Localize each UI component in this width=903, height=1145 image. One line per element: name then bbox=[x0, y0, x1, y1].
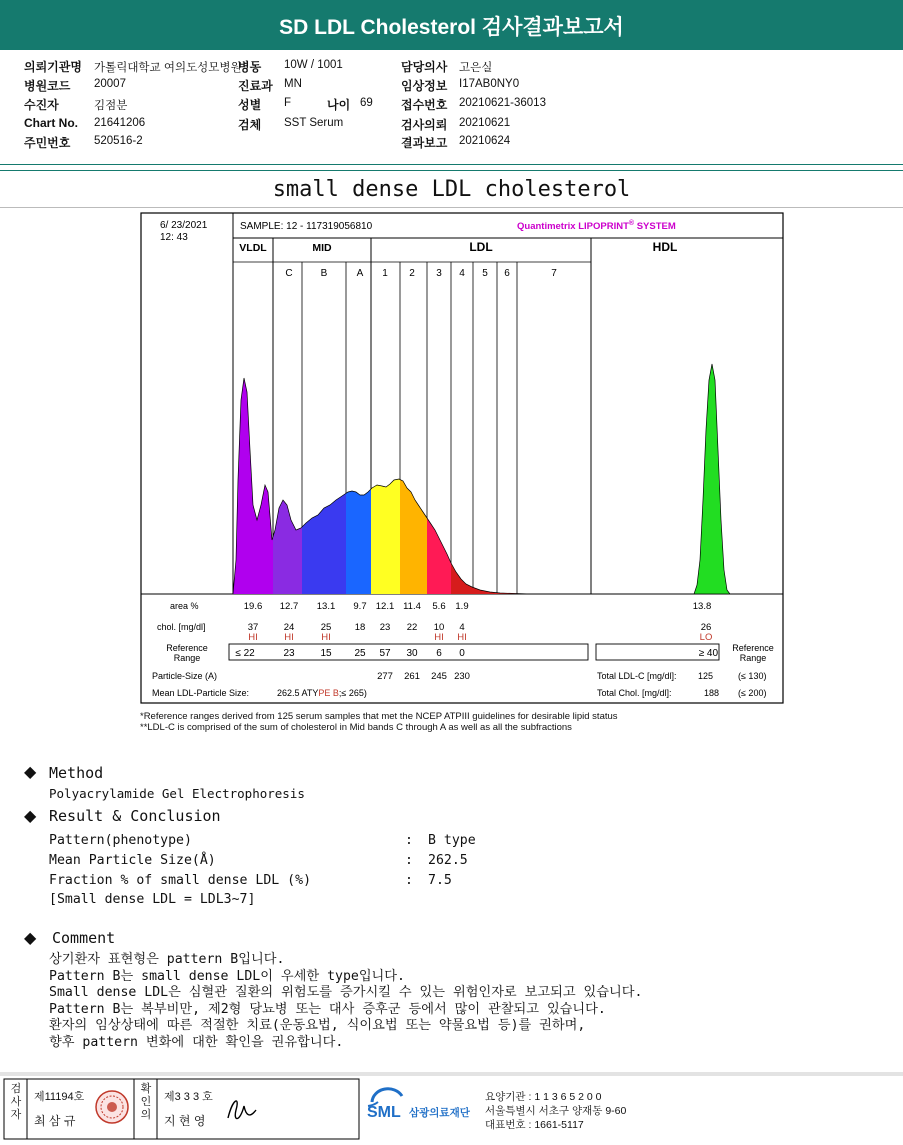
ref-value: 0 bbox=[459, 648, 465, 659]
band-label-c: C bbox=[285, 268, 293, 279]
area-value: 11.4 bbox=[403, 601, 421, 612]
flag-value: LO bbox=[699, 632, 713, 643]
result-heading: Result & Conclusion bbox=[49, 807, 221, 825]
flag-value: HI bbox=[284, 632, 294, 643]
flag-value: HI bbox=[434, 632, 444, 643]
ref-value: 25 bbox=[354, 648, 366, 659]
field-label: 수진자 bbox=[24, 98, 59, 112]
confirm-label: 확인의 bbox=[140, 1083, 152, 1121]
field-label: 검체 bbox=[238, 118, 262, 132]
note-1: *Reference ranges derived from 125 serum samples that met the NCEP ATPIII guidelines for desirable lipid status bbox=[140, 711, 618, 722]
ref-hdl: ≥ 40 bbox=[698, 648, 718, 659]
field-value: 10W / 1001 bbox=[284, 59, 343, 71]
field-value: 20210621-36013 bbox=[459, 97, 546, 109]
flag-value: HI bbox=[248, 632, 258, 643]
field-label: 나이 bbox=[327, 98, 351, 112]
confirm-no: 제3 3 3 호 bbox=[164, 1091, 213, 1103]
area-value: 9.7 bbox=[353, 601, 367, 612]
org-name: 삼광의료재단 bbox=[409, 1107, 470, 1119]
ref-label-1: Reference bbox=[166, 643, 208, 653]
header-divider-2 bbox=[0, 170, 903, 171]
band-label-6: 6 bbox=[504, 268, 510, 279]
group-mid: MID bbox=[312, 242, 332, 254]
band-label-3: 3 bbox=[436, 268, 442, 279]
brand-name: Quantimetrix LIPOPRINT® SYSTEM bbox=[517, 220, 676, 232]
flag-value: HI bbox=[457, 632, 467, 643]
ref-right-2: Range bbox=[739, 653, 767, 663]
comment-line: Pattern B는 small dense LDL이 우세한 type입니다. bbox=[49, 968, 405, 984]
field-label: 임상정보 bbox=[401, 79, 448, 93]
field-value: 고은실 bbox=[459, 62, 493, 74]
field-label: 검사의뢰 bbox=[401, 118, 448, 132]
chart-date: 6/ 23/2021 bbox=[160, 220, 208, 231]
comment-heading: Comment bbox=[52, 929, 116, 947]
total-chol-value: 188 bbox=[704, 688, 720, 698]
field-value: MN bbox=[284, 78, 302, 90]
section-title: small dense LDL cholesterol bbox=[272, 177, 631, 202]
field-value: SST Serum bbox=[284, 117, 344, 129]
seal-icon bbox=[96, 1091, 128, 1123]
comment-line: Small dense LDL은 심혈관 질환의 위험도를 증가시킬 수 있는 위험인자로 보고되고 있습니다. bbox=[49, 985, 643, 1001]
psize-value: 261 bbox=[404, 671, 420, 682]
confirm-name: 지 현 영 bbox=[164, 1114, 206, 1128]
diamond-bullet-icon: ◆ bbox=[24, 928, 37, 947]
ref-value: 57 bbox=[379, 648, 391, 659]
flag-value: HI bbox=[321, 632, 331, 643]
field-label: 결과보고 bbox=[401, 136, 448, 150]
field-value: 김점분 bbox=[94, 100, 128, 112]
result-value: 7.5 bbox=[428, 873, 452, 888]
ref-value: 6 bbox=[436, 648, 442, 659]
total-ldl-label: Total LDL-C [mg/dl]: bbox=[597, 671, 677, 681]
chol-value: 22 bbox=[406, 622, 418, 633]
chol-value: 18 bbox=[354, 622, 366, 633]
field-label: 진료과 bbox=[238, 79, 273, 93]
field-label: 주민번호 bbox=[24, 136, 71, 150]
footer bbox=[0, 1076, 903, 1145]
result-colon: : bbox=[405, 833, 413, 848]
comment-line: 환자의 임상상태에 따른 적절한 치료(운동요법, 식이요법 또는 약물요법 등)를 권하며, bbox=[49, 1018, 586, 1034]
inspector-label: 검사자 bbox=[10, 1083, 22, 1121]
report-title: SD LDL Cholesterol 검사결과보고서 bbox=[279, 16, 624, 39]
area-value: 12.1 bbox=[375, 601, 395, 612]
psize-value: 230 bbox=[454, 671, 470, 682]
method-heading: Method bbox=[49, 764, 104, 782]
field-value: 20210624 bbox=[459, 135, 511, 147]
ref-value: 23 bbox=[283, 648, 295, 659]
group-vldl: VLDL bbox=[239, 242, 267, 254]
comment-line: Pattern B는 복부비만, 제2형 당뇨병 또는 대사 증후군 등에서 많이 관찰되고 있습니다. bbox=[49, 1001, 606, 1017]
field-label: Chart No. bbox=[24, 116, 78, 130]
total-ldl-range: (≤ 130) bbox=[738, 671, 767, 681]
field-label: 의뢰기관명 bbox=[24, 60, 82, 74]
lipoprint-chart bbox=[140, 212, 784, 704]
ref-value: ≤ 22 bbox=[235, 648, 255, 659]
field-value: 20007 bbox=[94, 78, 126, 90]
diamond-bullet-icon: ◆ bbox=[24, 806, 37, 825]
band-label-b: B bbox=[320, 268, 328, 279]
header-divider bbox=[0, 164, 903, 165]
mean-label: Mean LDL-Particle Size: bbox=[152, 688, 250, 698]
result-label: Mean Particle Size(Å) bbox=[49, 853, 216, 868]
chol-value: 37 bbox=[247, 622, 259, 633]
logo-text: SML bbox=[367, 1104, 401, 1121]
result-value: 262.5 bbox=[428, 853, 468, 868]
chol-value: 10 bbox=[433, 622, 445, 633]
field-value: 69 bbox=[360, 97, 373, 109]
total-chol-range: (≤ 200) bbox=[738, 688, 767, 698]
psize-value: 277 bbox=[377, 671, 393, 682]
field-value: 20210621 bbox=[459, 117, 511, 129]
chol-value: 26 bbox=[700, 622, 712, 633]
result-label: Fraction % of small dense LDL (%) bbox=[49, 873, 312, 888]
field-label: 담당의사 bbox=[401, 60, 448, 74]
band-label-4: 4 bbox=[459, 268, 465, 279]
field-value: 21641206 bbox=[94, 117, 146, 129]
field-label: 병동 bbox=[238, 60, 262, 74]
group-ldl: LDL bbox=[469, 240, 493, 254]
method-text: Polyacrylamide Gel Electrophoresis bbox=[49, 786, 305, 801]
comment-line: 향후 pattern 변화에 대한 확인을 권유합니다. bbox=[49, 1035, 344, 1050]
org-address: 서울특별시 서초구 양재동 9-60 bbox=[485, 1105, 627, 1117]
field-value: I17AB0NY0 bbox=[459, 78, 520, 90]
field-value: 520516-2 bbox=[94, 135, 143, 147]
total-chol-label: Total Chol. [mg/dl]: bbox=[597, 688, 672, 698]
inspector-no: 제11194호 bbox=[34, 1091, 85, 1103]
ref-value: 30 bbox=[406, 648, 418, 659]
chart-time: 12: 43 bbox=[160, 232, 188, 243]
group-hdl: HDL bbox=[652, 240, 678, 254]
org-phone: 대표번호 : 1661-5117 bbox=[485, 1119, 584, 1131]
note-2: **LDL-C is comprised of the sum of cholesterol in Mid bands C through A as well as all the subfractions bbox=[140, 722, 572, 733]
sample-id: SAMPLE: 12 - 117319056810 bbox=[240, 221, 373, 232]
result-colon: : bbox=[405, 873, 413, 888]
chol-value: 4 bbox=[459, 622, 465, 633]
signature-icon bbox=[228, 1101, 256, 1119]
area-value: 13.1 bbox=[316, 601, 336, 612]
area-value: 19.6 bbox=[243, 601, 263, 612]
band-label-1: 1 bbox=[382, 268, 388, 279]
result-label: Pattern(phenotype) bbox=[49, 833, 192, 848]
area-value: 12.7 bbox=[279, 601, 299, 612]
area-label: area % bbox=[170, 601, 199, 611]
ref-right-1: Reference bbox=[732, 643, 774, 653]
result-value: B type bbox=[428, 833, 476, 848]
inspector-name: 최 삼 규 bbox=[34, 1114, 76, 1128]
chol-value: 24 bbox=[283, 622, 295, 633]
result-extra: [Small dense LDL = LDL3~7] bbox=[49, 892, 256, 907]
band-label-7: 7 bbox=[551, 268, 557, 279]
area-value: 13.8 bbox=[692, 601, 712, 612]
diamond-bullet-icon: ◆ bbox=[24, 762, 37, 781]
mean-size: 262.5 ATYPE B;≤ 265) bbox=[277, 688, 367, 698]
band-label-2: 2 bbox=[409, 268, 415, 279]
field-value: F bbox=[284, 97, 292, 109]
area-value: 1.9 bbox=[455, 601, 469, 612]
field-label: 병원코드 bbox=[24, 79, 71, 93]
band-label-5: 5 bbox=[482, 268, 488, 279]
field-label: 접수번호 bbox=[401, 98, 448, 112]
field-label: 성별 bbox=[238, 98, 262, 112]
ref-value: 15 bbox=[320, 648, 332, 659]
result-colon: : bbox=[405, 853, 413, 868]
chol-label: chol. [mg/dl] bbox=[157, 622, 206, 632]
field-value: 가톨릭대학교 여의도성모병원 bbox=[94, 62, 242, 74]
total-ldl-value: 125 bbox=[698, 671, 714, 681]
title-divider bbox=[0, 207, 903, 208]
area-value: 5.6 bbox=[432, 601, 446, 612]
chol-value: 25 bbox=[320, 622, 332, 633]
psize-value: 245 bbox=[431, 671, 447, 682]
chol-value: 23 bbox=[379, 622, 391, 633]
psize-label: Particle-Size (A) bbox=[152, 671, 218, 681]
comment-line: 상기환자 표현형은 pattern B입니다. bbox=[49, 952, 285, 967]
band-label-a: A bbox=[356, 268, 364, 279]
ref-label-2: Range bbox=[173, 653, 201, 663]
org-code: 요양기관 : 1 1 3 6 5 2 0 0 bbox=[485, 1091, 602, 1103]
